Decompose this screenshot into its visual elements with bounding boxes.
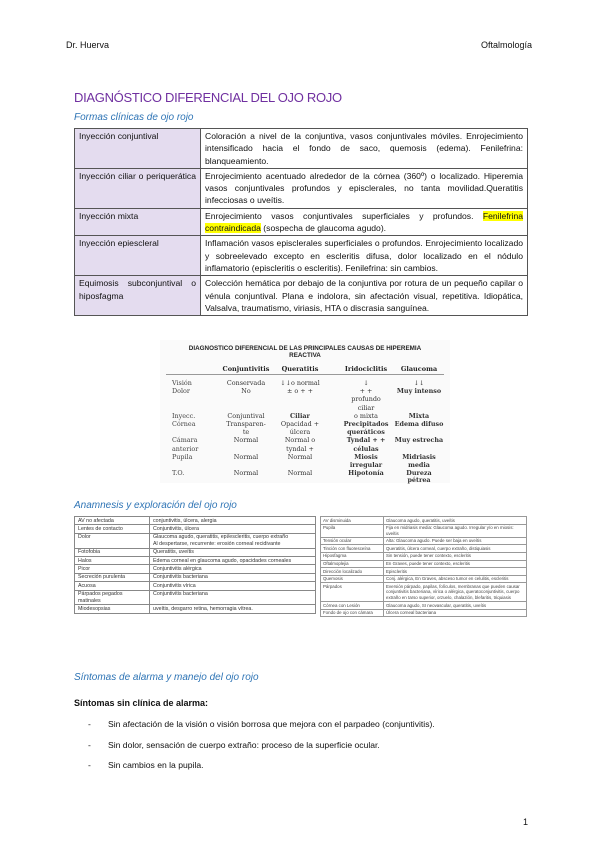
table-row (75, 525, 316, 533)
diff-cell: células (353, 444, 379, 453)
finding-causes: Glaucoma agudo, queratitis, epi/escleritis, cuerpo extraño Al despertarse, recurrente: erosión corneal recidivante (150, 533, 316, 548)
diff-cell: media (408, 461, 430, 469)
finding-label: Dirección localizado (321, 568, 384, 576)
diff-cell: Transparen- (226, 420, 266, 428)
diff-cell: Edema difuso (394, 420, 444, 428)
diff-row-label: Visión (172, 379, 192, 387)
forms-table (74, 128, 528, 316)
diff-cell: Opacidad + (280, 420, 320, 428)
diff-cell: Mixta (408, 411, 430, 420)
form-description: Coloración a nivel de la conjuntiva, vasos conjuntivales móviles. Enrojecimiento intensificado hacia el fondo de saco, quemosis (edema). Fenilefrina: blanqueamiento. (201, 129, 528, 169)
diff-cell: Precipitados (343, 420, 389, 428)
section-title-forms: Formas clínicas de ojo rojo (74, 112, 194, 123)
section-title-alarm: Síntomas de alarma y manejo del ojo rojo (74, 672, 259, 683)
finding-causes: Fija en midriasis media: Glaucoma agudo. Irregular y/o en miosis: uveítis (384, 524, 527, 537)
diff-cell: Tyndal + + (346, 436, 386, 445)
finding-label: Párpados (321, 583, 384, 602)
table-row (321, 552, 527, 560)
finding-label: Acuosa (75, 582, 150, 590)
header-subject: Oftalmología (480, 40, 532, 50)
diff-cell: Normal o (284, 436, 316, 445)
finding-causes: Conjuntivitis, úlcera (150, 525, 316, 533)
finding-label: Miodesopsias (75, 605, 150, 613)
diff-cell: ↓↓ (413, 379, 425, 387)
form-description: Enrojecimiento acentuado alrededor de la córnea (360º) o localizado. Hiperemia vasos conjuntivales profundos y episclerales, no tanta movilidad.Queratitis infecciosas o uveítis. (201, 168, 528, 208)
diff-row-label: Pupila (172, 452, 193, 461)
alarm-subheading: Síntomas sin clínica de alarma: (74, 698, 209, 708)
form-name: Equimosis subconjuntival o hiposfagma (75, 276, 201, 316)
table-row (321, 583, 527, 602)
finding-label: Lentes de contacto (75, 525, 150, 533)
diff-column-header: Conjuntivitis (222, 365, 270, 373)
table-row (75, 565, 316, 573)
diff-row-label: Cámara (172, 436, 198, 445)
finding-label: Pupila (321, 524, 384, 537)
diff-cell: Muy intenso (396, 387, 442, 396)
diff-column-header: Queratitis (281, 365, 319, 373)
diff-cell: ± o + + (286, 387, 313, 396)
diff-cell: Normal (287, 469, 313, 478)
table-row (321, 575, 527, 583)
table-row (75, 582, 316, 590)
bullet-dash: - (88, 739, 91, 750)
finding-label: Picor (75, 565, 150, 573)
finding-label: Dolor (75, 533, 150, 548)
diff-title-line: REACTIVA (289, 352, 321, 359)
form-name: Inyección epiescleral (75, 236, 201, 276)
finding-causes: Glaucoma agudo, queratitis, uveítis (384, 517, 527, 525)
diff-cell: irregular (349, 461, 383, 469)
exploration-table (320, 516, 527, 617)
table-row (75, 548, 316, 556)
finding-label: Secreción purulenta (75, 573, 150, 581)
table-row (75, 573, 316, 581)
finding-label: Fotofobia (75, 548, 150, 556)
form-name: Inyección conjuntival (75, 129, 201, 169)
finding-causes: Conjuntivitis vírica (150, 582, 316, 590)
finding-causes: Conj. alérgica, En Graves, absceso tumor en celulitis, escleritis (384, 575, 527, 583)
diff-cell: Normal (233, 436, 259, 445)
symptom-list (88, 719, 435, 781)
table-row (75, 276, 528, 316)
diff-cell: ↓↓o normal (280, 379, 320, 387)
list-item-text: Sin dolor, sensación de cuerpo extraño: proceso de la superficie ocular. (108, 739, 380, 750)
table-row (75, 517, 316, 525)
finding-label: Hiposfagma (321, 552, 384, 560)
diff-cell: Normal (233, 469, 259, 478)
finding-label: AV disminuida (321, 517, 384, 525)
diff-column-header: Glaucoma (400, 365, 438, 373)
finding-causes: Conjuntivitis alérgica (150, 565, 316, 573)
diff-cell: ciliar (357, 403, 375, 412)
finding-causes: En Graves, puede tener contexto, escleritis (384, 560, 527, 568)
table-row (75, 533, 316, 548)
diff-cell: Conservada (226, 379, 266, 387)
finding-causes: Conjuntivitis bacteriana (150, 590, 316, 605)
diff-cell: profundo (351, 395, 381, 404)
diff-cell: te (242, 428, 250, 437)
table-row (321, 517, 527, 525)
diff-cell: Hipotonía (348, 469, 384, 478)
diff-table-title (160, 345, 450, 359)
table-row (321, 545, 527, 553)
finding-label: Quemosis (321, 575, 384, 583)
diff-cell: Midriasis (402, 452, 436, 461)
diff-cell: Conjuntival (227, 411, 265, 420)
form-name-text: Inyección ciliar o periquerática (79, 170, 196, 181)
finding-label: Párpados pegados matinales (75, 590, 150, 605)
finding-causes: Conjuntivitis bacteriana (150, 573, 316, 581)
list-item (88, 740, 435, 761)
finding-causes: Eversión párpado, papilas, folículos, membranas que pueden causar conjuntivitis bacteriana, vírica o alérgica, queratoconjuntivitis, cuerpo extraño en tarso superior, orzuelo, chalazión, blefaritis, triquiasis (384, 583, 527, 602)
table-row (75, 208, 528, 236)
finding-causes: conjuntivitis, úlcera, alergia (150, 517, 316, 525)
table-row (321, 560, 527, 568)
diff-cell: + + (359, 387, 373, 396)
finding-causes: Úlcera corneal bacteriana (384, 609, 527, 617)
diff-cell: Miosis (354, 452, 378, 461)
form-description (201, 208, 528, 236)
finding-label: Fondo de ojo con cámara (321, 609, 384, 617)
finding-causes: Edema corneal en glaucoma agudo, opacidades corneales (150, 557, 316, 565)
finding-causes: uveítis, desgarro retina, hemorragia vítrea. (150, 605, 316, 613)
finding-causes: Episcleritis (384, 568, 527, 576)
highlighted-warning: Fenilefrina contraindicada (205, 210, 523, 234)
diff-cell: queráticos (347, 428, 385, 437)
list-item-text: Sin cambios en la pupila. (108, 760, 204, 770)
finding-causes: Glaucoma agudo, SI neovascular, queratitis, uveítis (384, 602, 527, 610)
diff-title-line: DIAGNOSTICO DIFERENCIAL DE LAS PRINCIPALES CAUSAS DE HIPEREMIA (188, 345, 422, 352)
table-row (75, 557, 316, 565)
list-item (88, 760, 435, 781)
bullet-dash: - (88, 760, 91, 770)
diff-cell: Normal (233, 452, 259, 461)
form-name (75, 168, 201, 208)
table-row (75, 590, 316, 605)
header-author: Dr. Huerva (66, 40, 110, 50)
diff-cell: Normal (287, 452, 313, 461)
finding-causes: Queratitis, uveítis (150, 548, 316, 556)
finding-label: Tinción con fluoresceína (321, 545, 384, 553)
finding-label: Córnea con Lesión (321, 602, 384, 610)
finding-label: Tensión ocular (321, 537, 384, 545)
table-row (321, 568, 527, 576)
diff-column-header: Iridociclitis (344, 365, 388, 373)
table-row (321, 609, 527, 617)
differential-diagnosis-table (160, 340, 450, 483)
list-item-text: Sin afectación de la visión o visión borrosa que mejora con el parpadeo (conjuntivitis). (108, 719, 435, 729)
diff-row-label: anterior (172, 444, 199, 453)
finding-causes: Queratitis, úlcera corneal, cuerpo extraño, distiquiasis (384, 545, 527, 553)
table-row (75, 236, 528, 276)
table-row (75, 168, 528, 208)
form-description: Colección hemática por debajo de la conjuntiva por rotura de un pequeño capilar o vénula conjuntival. Plana e indolora, sin afectación visual, repetitiva. Idiopática, Valsalva, traumatismo, viriasis, HTA o discrasia sanguínea. (201, 276, 528, 316)
diff-row-label: T.O. (172, 469, 185, 478)
bullet-dash: - (88, 719, 91, 729)
desc-text: Enrojecimiento vasos conjuntivales superficiales y profundos. (205, 210, 483, 221)
finding-label: AV no afectada (75, 517, 150, 525)
diff-cell: ↓ (363, 379, 369, 387)
form-name: Inyección mixta (75, 208, 201, 236)
diff-cell: No (241, 387, 251, 396)
table-row (321, 537, 527, 545)
diff-divider (166, 374, 444, 375)
diff-cell: o mixta (354, 411, 378, 420)
diff-cell: Muy estrecha (394, 436, 444, 445)
anamnesis-table (74, 516, 316, 614)
diff-cell: tyndal + (286, 444, 314, 453)
section-title-anamnesis: Anamnesis y exploración del ojo rojo (74, 500, 237, 511)
table-row (75, 605, 316, 613)
finding-label: Oftalmoplejia (321, 560, 384, 568)
desc-text: (sospecha de glaucoma agudo). (260, 223, 387, 234)
finding-label: Halos (75, 557, 150, 565)
table-row (321, 602, 527, 610)
table-row (321, 524, 527, 537)
page-title: DIAGNÓSTICO DIFERENCIAL DEL OJO ROJO (74, 90, 342, 105)
diff-cell: Dureza pétrea (406, 469, 432, 485)
diff-cell: úlcera (289, 428, 311, 437)
list-item (88, 719, 435, 740)
diff-cell: Ciliar (290, 411, 310, 420)
table-row (75, 129, 528, 169)
page-number: 1 (522, 817, 528, 827)
diff-row-label: Córnea (172, 420, 196, 428)
finding-causes: Alta: Glaucoma agudo. Puede ser baja en uveítis (384, 537, 527, 545)
diff-row-label: Inyecc. (172, 411, 196, 420)
finding-causes: Sin tensión, puede tener contexto, escleritis (384, 552, 527, 560)
form-description: Inflamación vasos episclerales superficiales o profundos. Enrojecimiento localizado y sobreelevado excepto en escleritis difusa, dolor localizado en el nódulo inflamatorio (episcleritis o escleritis). Fenilefrina: sin cambios. (201, 236, 528, 276)
diff-row-label: Dolor (172, 387, 190, 396)
